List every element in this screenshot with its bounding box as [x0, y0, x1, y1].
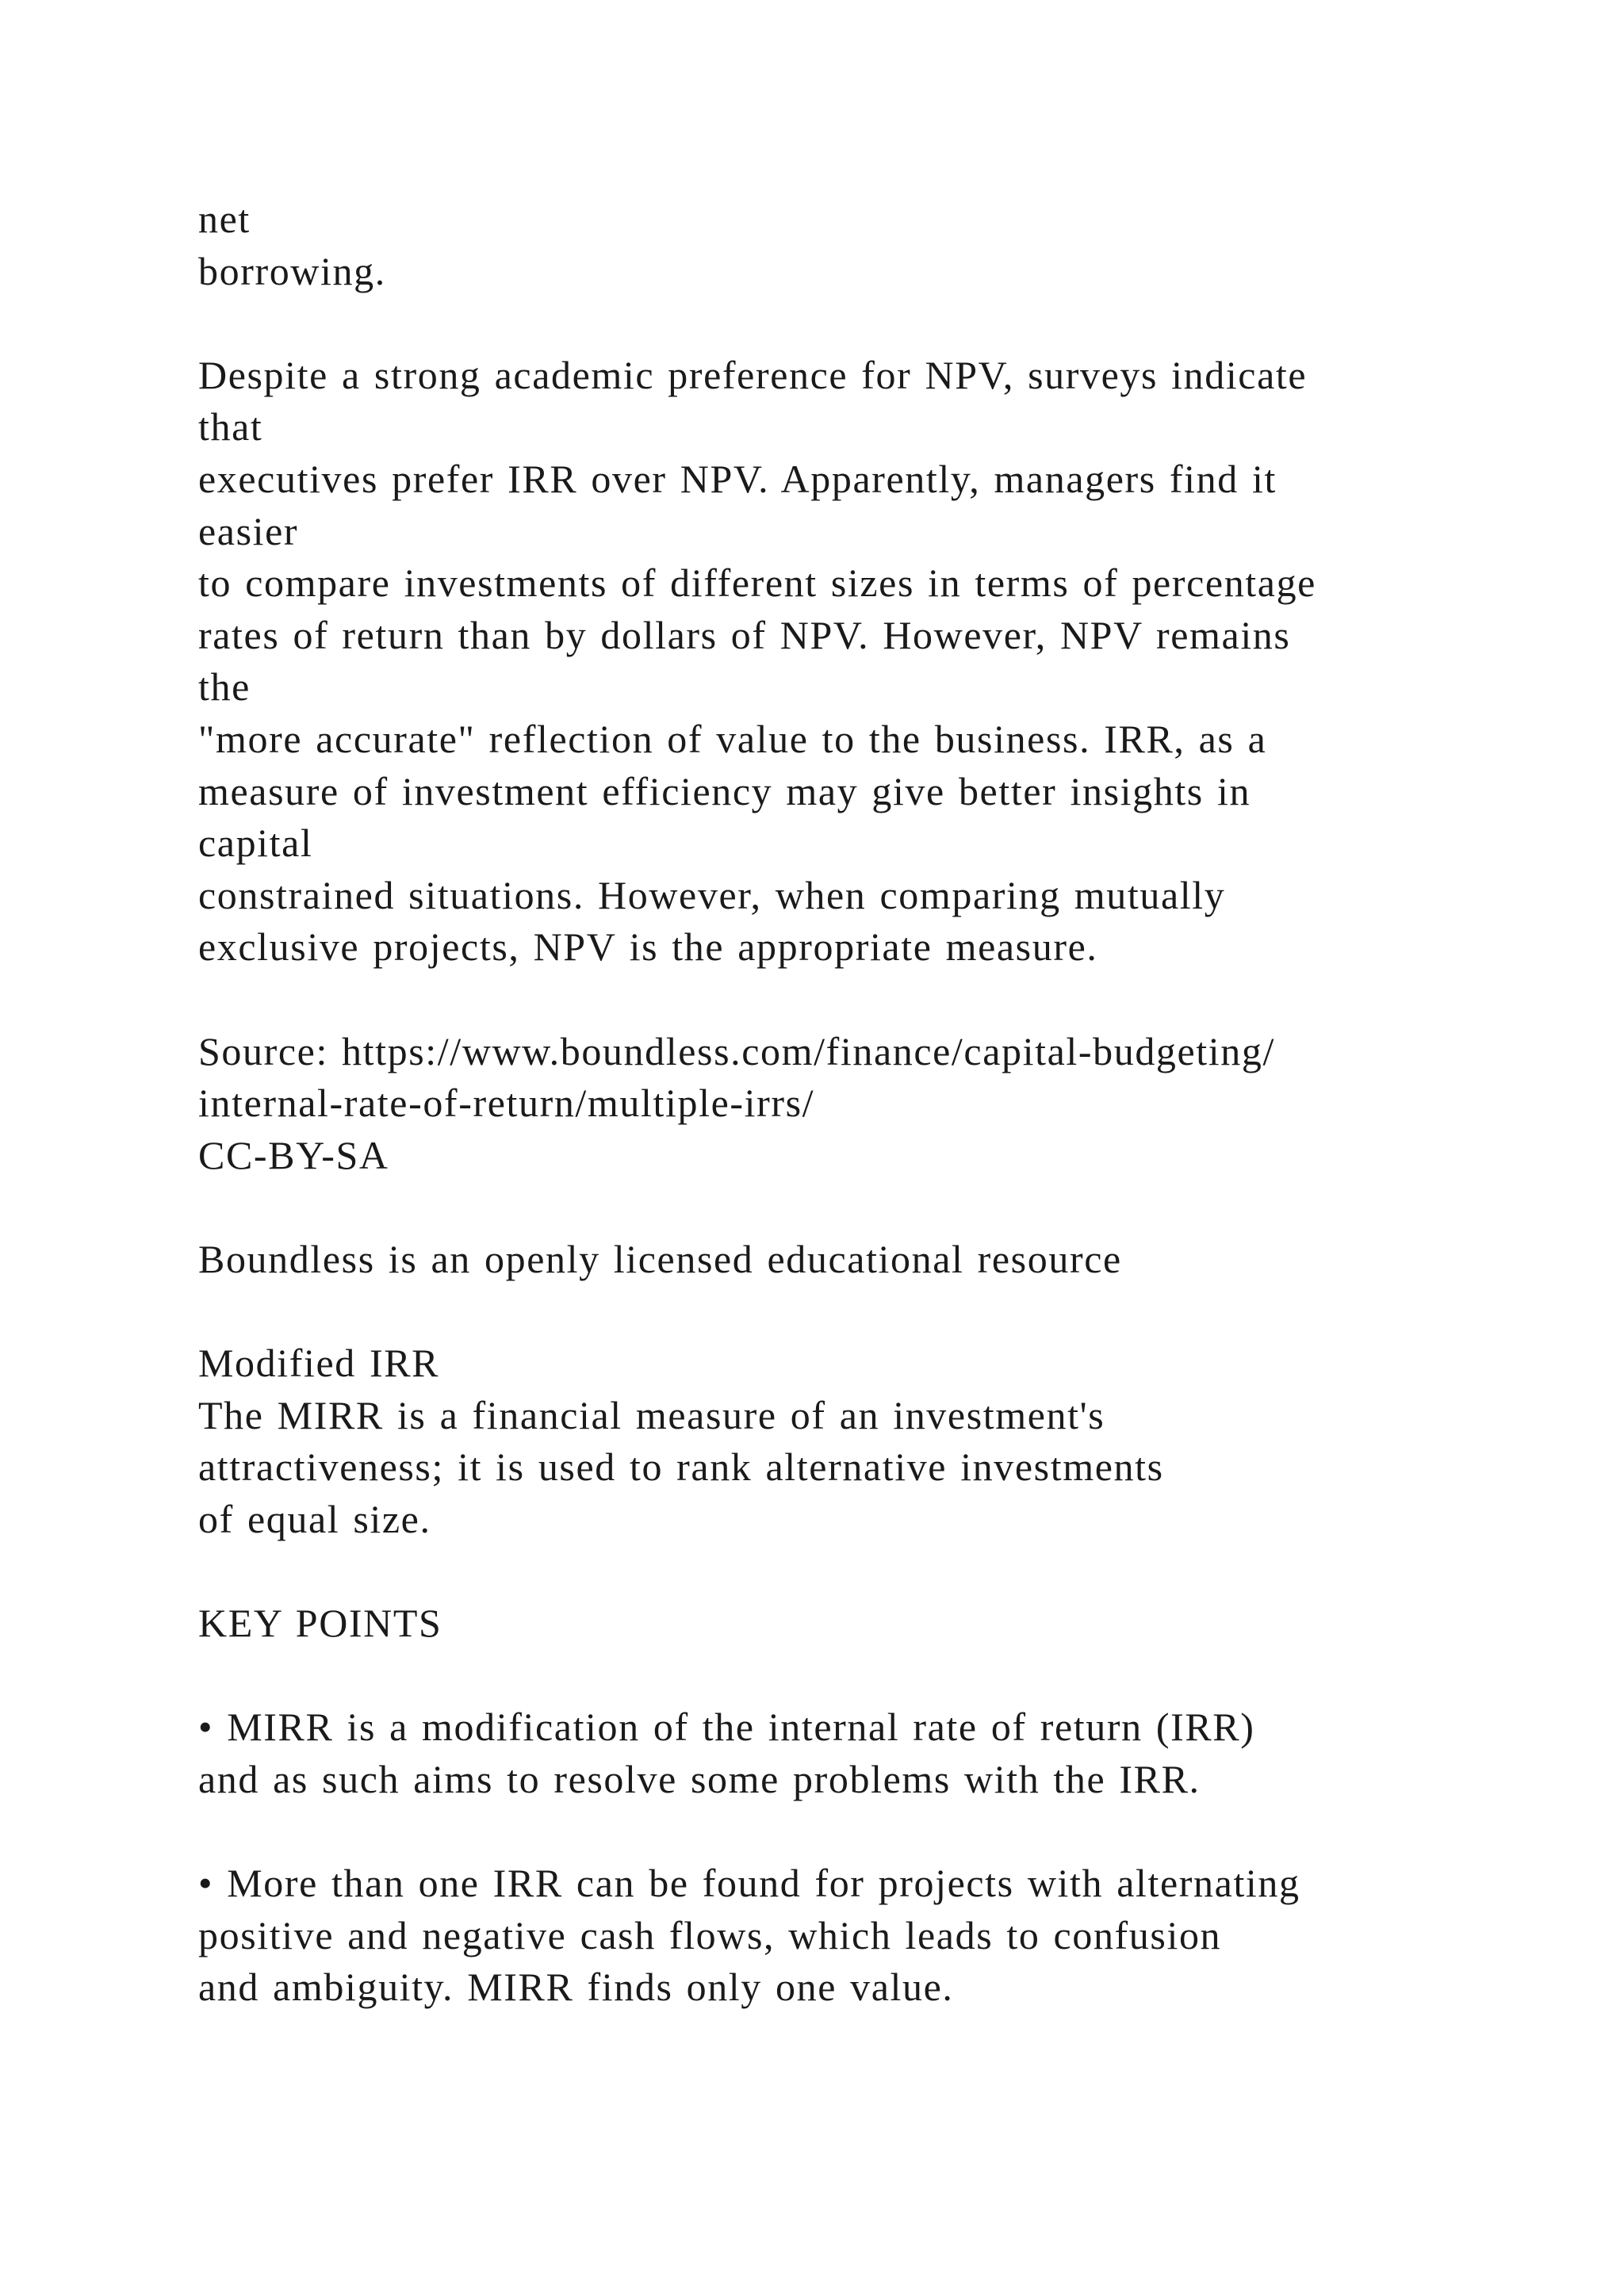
document-body	[198, 193, 1546, 2014]
section-modified-irr	[198, 1337, 1546, 1545]
key-points-heading: KEY POINTS	[198, 1601, 442, 1646]
section-heading: Modified IRR	[198, 1341, 440, 1386]
text-line: net	[198, 197, 251, 241]
bullet-line: positive and negative cash flows, which leads to confusion	[198, 1912, 1222, 1957]
license-line: CC-BY-SA	[198, 1132, 389, 1177]
text-line: capital	[198, 821, 313, 866]
bullet-point	[198, 1701, 1546, 1805]
text-line: that	[198, 404, 263, 450]
bullet-line: and as such aims to resolve some problems with the IRR.	[198, 1756, 1201, 1801]
source-url-line: internal-rate-of-return/multiple-irrs/	[198, 1081, 815, 1126]
text-line: constrained situations. However, when comparing mutually	[198, 872, 1226, 917]
text-line: of equal size.	[198, 1496, 431, 1541]
text-line: easier	[198, 508, 299, 553]
paragraph-gap	[198, 1181, 1546, 1234]
text-line: The MIRR is a financial measure of an investment's	[198, 1392, 1105, 1437]
paragraph-gap	[198, 1545, 1546, 1598]
paragraph-npv-vs-irr	[198, 350, 1546, 974]
text-line: the	[198, 664, 251, 710]
bullet-line: • More than one IRR can be found for projects with alternating	[198, 1861, 1300, 1905]
text-line: exclusive projects, NPV is the appropriate measure.	[198, 924, 1098, 970]
bullet-line: and ambiguity. MIRR finds only one value.	[198, 1965, 954, 2010]
text-line: attractiveness; it is used to rank alternative investments	[198, 1445, 1164, 1490]
paragraph-net-borrowing	[198, 193, 1546, 297]
text-line: "more accurate" reflection of value to the business. IRR, as a	[198, 716, 1267, 761]
source-citation	[198, 1026, 1546, 1182]
paragraph-gap	[198, 974, 1546, 1026]
bullet-point	[198, 1858, 1546, 2014]
paragraph-gap	[198, 1650, 1546, 1702]
key-points-heading-block	[198, 1598, 1546, 1650]
text-line: rates of return than by dollars of NPV. However, NPV remains	[198, 612, 1291, 657]
paragraph-boundless	[198, 1234, 1546, 1286]
text-line: Despite a strong academic preference for NPV, surveys indicate	[198, 352, 1308, 397]
paragraph-gap	[198, 1805, 1546, 1858]
source-url-line: Source: https://www.boundless.com/finance/capital-budgeting/	[198, 1028, 1275, 1073]
text-line: executives prefer IRR over NPV. Apparently, managers find it	[198, 456, 1277, 501]
paragraph-gap	[198, 1285, 1546, 1337]
text-line: Boundless is an openly licensed educational resource	[198, 1236, 1122, 1281]
text-line: measure of investment efficiency may give better insights in	[198, 768, 1251, 813]
bullet-line: • MIRR is a modification of the internal rate of return (IRR)	[198, 1705, 1255, 1750]
text-line: to compare investments of different sizes in terms of percentage	[198, 561, 1316, 606]
text-line: borrowing.	[198, 248, 386, 293]
paragraph-gap	[198, 297, 1546, 350]
